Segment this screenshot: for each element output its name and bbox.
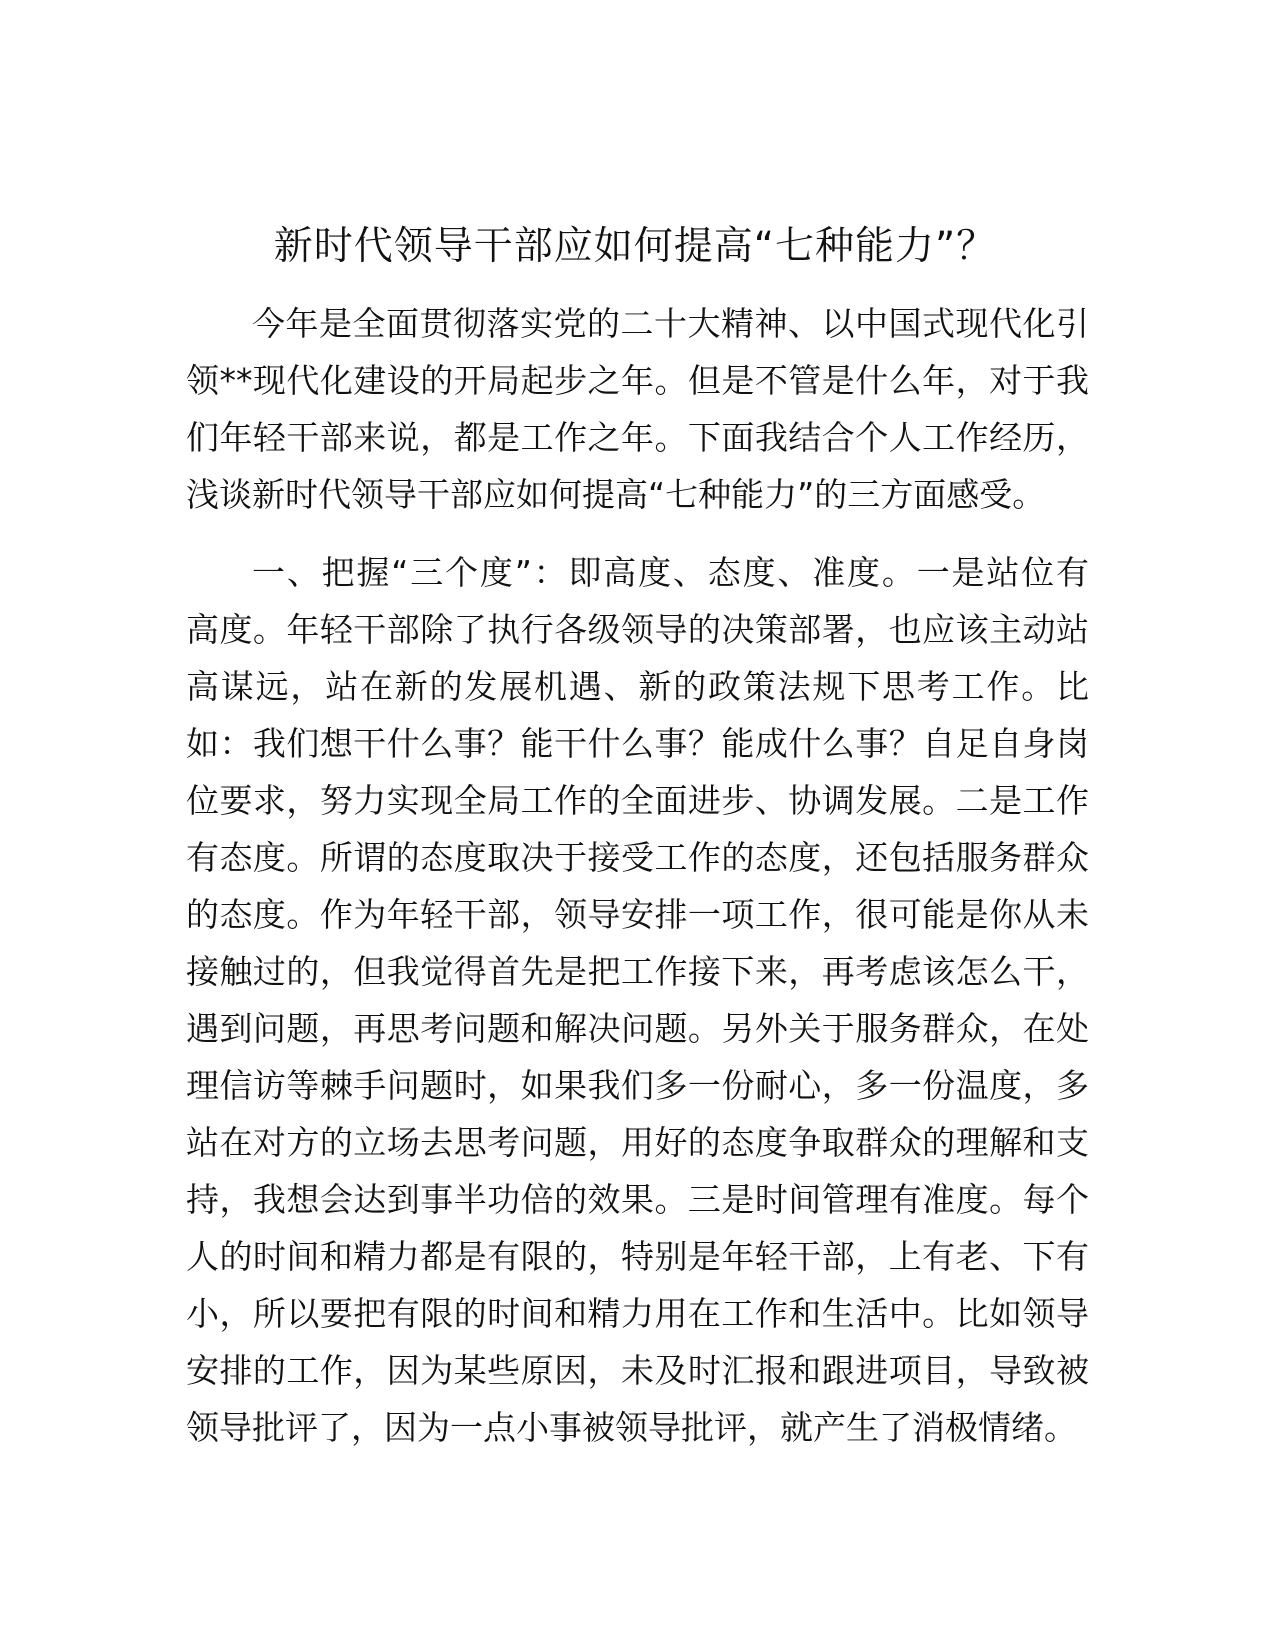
text-line: 高谋远，站在新的发展机遇、新的政策法规下思考工作。比: [186, 667, 1089, 706]
paragraph-section-one: [186, 544, 1089, 1456]
text-line: 领**现代化建设的开局起步之年。但是不管是什么年，对于我: [186, 361, 1089, 400]
text-line: 的态度。作为年轻干部，领导安排一项工作，很可能是你从未: [186, 895, 1089, 934]
text-line: 如：我们想干什么事？能干什么事？能成什么事？自足自身岗: [186, 724, 1089, 763]
page-title: 新时代领导干部应如何提高“七种能力”？: [273, 224, 997, 269]
text-line: 人的时间和精力都是有限的，特别是年轻干部，上有老、下有: [186, 1237, 1089, 1276]
text-line: 站在对方的立场去思考问题，用好的态度争取群众的理解和支: [186, 1123, 1089, 1162]
text-line: 接触过的，但我觉得首先是把工作接下来，再考虑该怎么干，: [186, 952, 1089, 991]
text-line: 位要求，努力实现全局工作的全面进步、协调发展。二是工作: [186, 781, 1089, 820]
text-line: 遇到问题，再思考问题和解决问题。另外关于服务群众，在处: [186, 1009, 1089, 1048]
text-line: 持，我想会达到事半功倍的效果。三是时间管理有准度。每个: [186, 1180, 1089, 1219]
text-line: 安排的工作，因为某些原因，未及时汇报和跟进项目，导致被: [186, 1351, 1089, 1390]
text-line: 领导批评了，因为一点小事被领导批评，就产生了消极情绪。: [186, 1408, 1077, 1447]
text-line: 小，所以要把有限的时间和精力用在工作和生活中。比如领导: [186, 1294, 1089, 1333]
text-line: 们年轻干部来说，都是工作之年。下面我结合个人工作经历，: [186, 418, 1089, 457]
text-line: 高度。年轻干部除了执行各级领导的决策部署，也应该主动站: [186, 610, 1089, 649]
text-line: 一、把握“三个度”：即高度、态度、准度。一是站位有: [252, 553, 1089, 592]
text-line: 浅谈新时代领导干部应如何提高“七种能力”的三方面感受。: [186, 475, 1046, 514]
text-line: 理信访等棘手问题时，如果我们多一份耐心，多一份温度，多: [186, 1066, 1089, 1105]
text-line: 今年是全面贯彻落实党的二十大精神、以中国式现代化引: [252, 304, 1089, 343]
paragraph-intro: [186, 295, 1089, 523]
text-line: 有态度。所谓的态度取决于接受工作的态度，还包括服务群众: [186, 838, 1089, 877]
